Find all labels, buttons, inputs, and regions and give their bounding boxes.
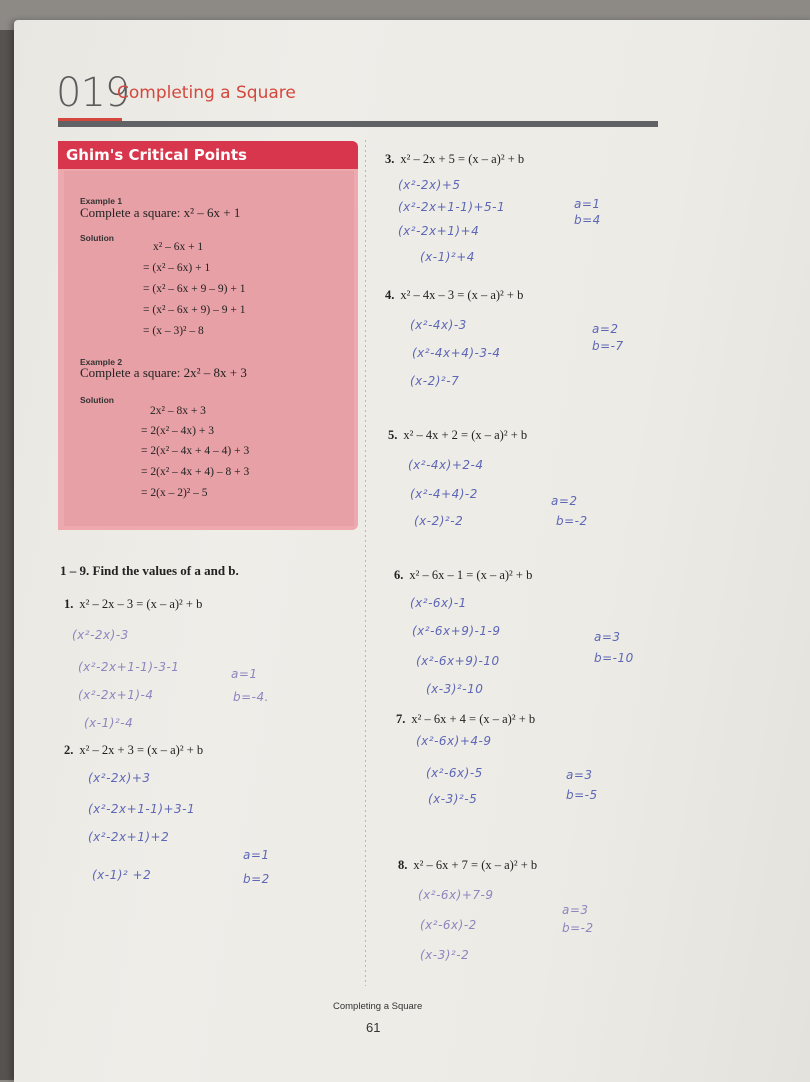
handwritten-answer: a=3	[594, 630, 621, 644]
problem-expression: x² – 2x + 3 = (x – a)² + b	[79, 743, 204, 757]
example-2-step: = 2(x – 2)² – 5	[141, 487, 208, 499]
handwritten-answer: b=-5	[566, 788, 598, 802]
handwritten-work: (x²-2x+1-1)+5-1	[398, 200, 506, 214]
handwritten-answer: b=-2	[556, 514, 588, 528]
handwritten-work: (x²-6x)-1	[410, 596, 467, 610]
handwritten-answer: a=1	[231, 667, 258, 681]
example-2-solution-label: Solution	[80, 395, 114, 405]
handwritten-work: (x-3)²-2	[420, 948, 470, 962]
handwritten-work: (x²-4+4)-2	[410, 487, 478, 501]
handwritten-work: (x²-2x)+5	[398, 178, 461, 192]
example-2-step: = 2(x² – 4x + 4) – 8 + 3	[141, 466, 250, 478]
handwritten-answer: b=-10	[594, 651, 634, 665]
problem-4	[385, 288, 523, 303]
handwritten-answer: b=-2	[562, 921, 594, 935]
problem-number: 4.	[385, 288, 395, 302]
problem-number: 5.	[388, 428, 398, 442]
problem-1	[64, 597, 202, 612]
example-2-step: 2x² – 8x + 3	[150, 405, 206, 417]
problem-expression: x² – 4x + 2 = (x – a)² + b	[403, 428, 528, 442]
handwritten-answer: b=2	[243, 872, 270, 886]
handwritten-answer: a=2	[551, 494, 578, 508]
problem-number: 2.	[64, 743, 74, 757]
handwritten-work: (x²-4x)+2-4	[408, 458, 484, 472]
handwritten-work: (x²-6x)-5	[426, 766, 483, 780]
chapter-title: Completing a Square	[117, 83, 296, 103]
handwritten-work: (x²-6x+9)-10	[416, 654, 500, 668]
handwritten-work: (x-3)²-5	[428, 792, 478, 806]
handwritten-answer: a=1	[574, 197, 601, 211]
footer-section-label: Completing a Square	[333, 1001, 423, 1012]
example-2-label: Example 2	[80, 357, 123, 367]
problem-expression: x² – 6x + 4 = (x – a)² + b	[411, 712, 536, 726]
handwritten-work: (x-2)²-2	[414, 514, 464, 528]
example-1-step: = (x² – 6x + 9) – 9 + 1	[143, 304, 246, 316]
handwritten-answer: b=4	[574, 213, 601, 227]
handwritten-work: (x-1)²-4	[84, 716, 134, 730]
problem-number: 7.	[396, 712, 406, 726]
handwritten-work: (x²-6x)+7-9	[418, 888, 494, 902]
handwritten-work: (x²-4x+4)-3-4	[412, 346, 501, 360]
problem-expression: x² – 6x – 1 = (x – a)² + b	[409, 568, 533, 582]
handwritten-work: (x-2)²-7	[410, 374, 460, 388]
column-divider	[365, 140, 366, 986]
example-1-step: = (x² – 6x + 9 – 9) + 1	[143, 283, 246, 295]
problem-expression: x² – 2x + 5 = (x – a)² + b	[400, 152, 525, 166]
example-1-step: = (x² – 6x) + 1	[143, 262, 211, 274]
page-number: 61	[366, 1020, 381, 1035]
handwritten-work: (x²-2x)-3	[72, 628, 129, 642]
example-1-label: Example 1	[80, 196, 123, 206]
problem-number: 3.	[385, 152, 395, 166]
example-2-step: = 2(x² – 4x) + 3	[141, 425, 214, 437]
handwritten-work: (x²-2x+1)-4	[78, 688, 154, 702]
problem-6	[394, 568, 532, 583]
handwritten-answer: a=1	[243, 848, 270, 862]
handwritten-work: (x-1)² +2	[92, 868, 152, 882]
example-2-statement: Complete a square: 2x² – 8x + 3	[80, 365, 247, 380]
example-1-step: x² – 6x + 1	[153, 241, 204, 253]
chapter-number: 019	[56, 70, 130, 116]
example-2-step: = 2(x² – 4x + 4 – 4) + 3	[141, 445, 250, 457]
problem-expression: x² – 4x – 3 = (x – a)² + b	[400, 288, 524, 302]
handwritten-work: (x²-6x)-2	[420, 918, 477, 932]
handwritten-answer: a=2	[592, 322, 619, 336]
handwritten-work: (x²-2x+1-1)-3-1	[78, 660, 180, 674]
problem-number: 6.	[394, 568, 404, 582]
handwritten-work: (x²-2x+1-1)+3-1	[88, 802, 196, 816]
critical-points-title: Ghim's Critical Points	[58, 141, 358, 169]
problem-3	[385, 152, 524, 167]
handwritten-answer: a=3	[566, 768, 593, 782]
chapter-rule	[58, 121, 658, 127]
example-1-step: = (x – 3)² – 8	[143, 325, 204, 337]
handwritten-work: (x²-6x)+4-9	[416, 734, 492, 748]
handwritten-work: (x²-2x+1)+4	[398, 224, 480, 238]
problem-expression: x² – 2x – 3 = (x – a)² + b	[79, 597, 203, 611]
problem-number: 8.	[398, 858, 408, 872]
problem-7	[396, 712, 535, 727]
handwritten-work: (x²-4x)-3	[410, 318, 467, 332]
example-1-solution-label: Solution	[80, 233, 114, 243]
handwritten-work: (x²-2x+1)+2	[88, 830, 170, 844]
handwritten-answer: b=-4.	[233, 690, 269, 704]
problem-number: 1.	[64, 597, 74, 611]
handwritten-work: (x²-2x)+3	[88, 771, 151, 785]
handwritten-answer: b=-7	[592, 339, 624, 353]
problem-8	[398, 858, 537, 873]
exercise-instructions: 1 – 9. Find the values of a and b.	[60, 563, 239, 578]
problem-expression: x² – 6x + 7 = (x – a)² + b	[413, 858, 538, 872]
problem-5	[388, 428, 527, 443]
handwritten-work: (x²-6x+9)-1-9	[412, 624, 501, 638]
handwritten-work: (x-1)²+4	[420, 250, 475, 264]
handwritten-work: (x-3)²-10	[426, 682, 484, 696]
example-1-statement: Complete a square: x² – 6x + 1	[80, 205, 241, 220]
handwritten-answer: a=3	[562, 903, 589, 917]
problem-2	[64, 743, 203, 758]
